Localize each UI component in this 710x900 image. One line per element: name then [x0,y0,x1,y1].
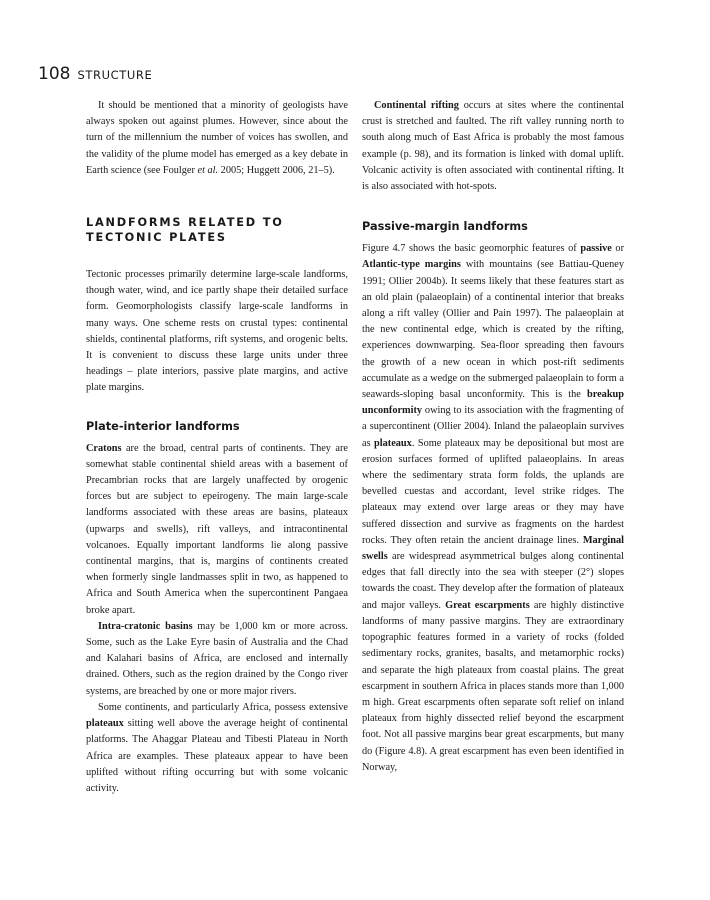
paragraph-cratons: Cratons are the broad, central parts of continents. They are somewhat stable continental shield areas with a basement of Precambrian rocks that are largely unaffected by orogenic forces but are subject to epeirogeny. The main large-scale landforms associated with these areas are basins, plateaux (upwarps and swells), rift valleys, and intracontinental volcanoes. Equally important landforms lie along passive continental margins, that is, margins of continents created when formerly single landmasses split in two, as happened to Africa and South America when the supercontinent Pangaea broke apart. [86,442,348,616]
paragraph-intra-cratonic-basins: Intra-cratonic basins may be 1,000 km or more across. Some, such as the Lake Eyre basin of Australia and the Chad and Kalahari basins of Africa, are enclosed and internally drained. Others, such as the region drained by the Congo river systems, are breached by one or more major rivers. [86,620,348,697]
right-column [362,98,624,776]
paragraph-plateaux: Some continents, and particularly Africa, possess extensive plateaux sitting well above the average height of continental platforms. The Ahaggar Plateau and Tibesti Plateau in North Africa are examples. These plateaux appear to have been uplifted without rifting occurring but with some volcanic activity. [86,701,348,794]
section-heading-landforms-tectonic: LANDFORMS RELATED TO TECTONIC PLATES [86,216,284,245]
subheading-plate-interior: Plate-interior landforms [86,419,240,433]
paragraph-plume-debate: It should be mentioned that a minority of geologists have always spoken out against plumes. However, since about the turn of the millennium the number of voices has swollen, and the validity of the plume model has emerged as a key debate in Earth science (see Foulger et al. 2005; Huggett 2006, 21–5). [86,100,348,176]
page-number: 108 [38,64,71,84]
paragraph-passive-margins: Figure 4.7 shows the basic geomorphic features of passive or Atlantic-type margins with mountains (see Battiau-Queney 1991; Ollier 2004b). It seems likely that these features start as an old plain (palaeoplain) of a continental interior that breaks along a rift valley (Ollier and Pain 1997). The palaeoplain at the new continental edge, which is created by the rifting, experiences downwarping. Sea-floor spreading then favours the growth of a new ocean in which post-rift sediments accumulate as a wedge on the submerged palaeoplain to form a seawards-sloping basal unconformity. This is the breakup unconformity owing to its association with the fragmenting of a supercontinent (Ollier 2004). Inland the palaeoplain survives as plateaux. Some plateaux may be depositional but most are erosion surfaces formed of uplifted palaeoplains. In areas where the sedimentary strata form folds, the uplands are bevelled cuestas and accordant, level strike ridges. The plateaux may extend over large areas or they may have suffered dissection and survive as fragments on the hardest rocks. They often retain the ancient drainage lines. Marginal swells are widespread asymmetrical bulges along continental edges that fall directly into the sea with steeper (2°) slopes towards the coast. They develop after the formation of plateaux and major valleys. Great escarpments are highly distinctive landforms of many passive margins. They are extraordinary topographic features formed in a variety of rocks (folded sedimentary rocks, granites, basalts, and metamorphic rocks) and separate the high plateaux from coastal plains. The great escarpment in southern Africa in places stands more than 1,000 m high. Great escarpments often separate soft relief on inland plateaux from highly dissected relief beyond the escarpment foot. Not all passive margins bear great escarpments, but many do (Figure 4.8). A great escarpment has even been identified in Norway, [362,243,624,773]
left-column [86,98,348,797]
running-head [38,64,152,84]
paragraph-tectonic-processes: Tectonic processes primarily determine large-scale landforms, though water, wind, and ice partly shape their detailed surface form. Geomorphologists classify large-scale landforms in many ways. One scheme rests on crustal types: continental shields, continental platforms, rift systems, and orogenic belts. It is convenient to discuss these large units under three headings – plate interiors, passive plate margins, and active plate margins. [86,269,348,394]
section-title: STRUCTURE [77,68,153,82]
paragraph-continental-rifting: Continental rifting occurs at sites where the continental crust is stretched and faulted. The rift valley running north to south along much of East Africa is probably the most famous example (p. 98), and its formation is linked with domal uplift. Volcanic activity is often associated with continental rifting. It is also associated with hot-spots. [362,100,624,193]
subheading-passive-margin: Passive-margin landforms [362,220,528,234]
